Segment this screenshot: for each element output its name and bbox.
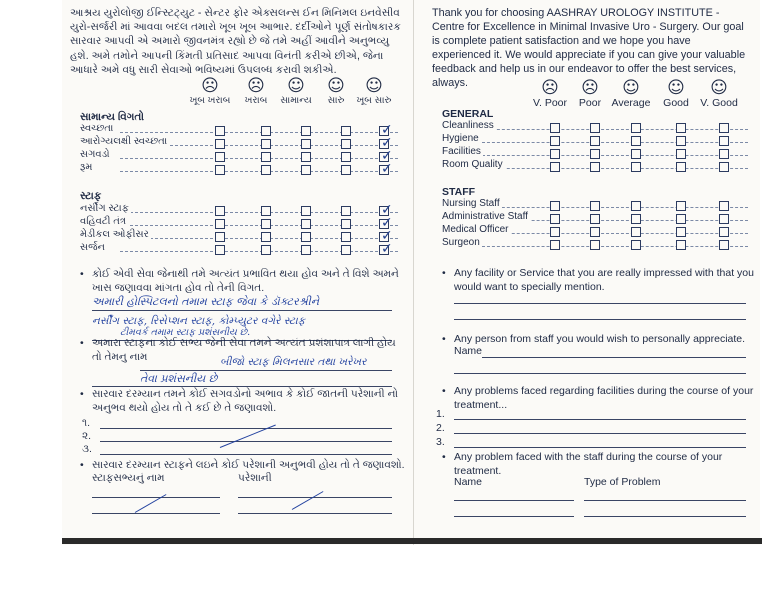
rating-label: V. Poor [532, 97, 568, 109]
row-label: નર્સીંગ સ્ટાફ [80, 203, 129, 214]
rating-label: ખૂબ સારુ [356, 95, 392, 106]
answer-line[interactable] [92, 513, 220, 514]
dotted-leader [482, 207, 748, 208]
english-staff-title: STAFF [442, 186, 476, 198]
sad-face-icon: ☹ [581, 78, 599, 98]
very-good-rating [358, 78, 390, 106]
bullet: • [80, 388, 84, 400]
good-checkbox[interactable] [676, 240, 686, 250]
dotted-leader [120, 171, 398, 172]
gujarati-question-facility-problems [80, 387, 406, 417]
bullet: • [442, 267, 446, 279]
list-number: 1. [436, 408, 445, 420]
rating-label: Average [611, 97, 651, 109]
very-good-checkbox[interactable] [719, 227, 729, 237]
answer-line[interactable] [454, 516, 574, 517]
average-checkbox[interactable] [631, 201, 641, 211]
row-label: Administrative Staff [442, 211, 528, 222]
dotted-leader [482, 246, 748, 247]
poor-checkbox[interactable] [261, 152, 271, 162]
row-label: Facilities [442, 146, 481, 157]
answer-line[interactable] [454, 319, 746, 320]
dotted-leader [120, 158, 398, 159]
very-poor-checkbox[interactable] [215, 139, 225, 149]
poor-checkbox[interactable] [261, 165, 271, 175]
very-poor-checkbox[interactable] [215, 232, 225, 242]
rating-row-surgeon [442, 238, 752, 251]
row-label: સ્વચ્છતા [80, 123, 114, 134]
english-general-title: GENERAL [442, 108, 494, 120]
rating-row-medical-officer [442, 225, 752, 238]
very-good-checkbox[interactable] [719, 149, 729, 159]
average-checkbox[interactable] [301, 126, 311, 136]
very-good-checkbox[interactable] [379, 241, 393, 257]
average-checkbox[interactable] [631, 240, 641, 250]
problem-column-heading: પરેશાની [238, 472, 272, 484]
very-poor-checkbox[interactable] [550, 136, 560, 146]
row-label: Medical Officer [442, 224, 509, 235]
gujarati-staff-title: સ્ટાફ [80, 190, 102, 202]
very-good-checkbox[interactable] [379, 161, 393, 177]
pen-strike-mark [292, 491, 324, 510]
dotted-leader [120, 251, 398, 252]
average-checkbox[interactable] [301, 165, 311, 175]
check-icon: ✓ [381, 148, 393, 164]
rating-row-room-quality [442, 160, 752, 173]
average-checkbox[interactable] [301, 152, 311, 162]
neutral-face-icon: ☺ [287, 76, 305, 96]
row-label: મેડીકલ ઓફીસર [80, 229, 149, 240]
english-question-appreciate [442, 332, 754, 348]
rating-label: Poor [578, 97, 602, 109]
handwritten-answer: ટીમવર્ક તમામ સ્ટાફ પ્રશંસનીય છે. [120, 327, 251, 338]
question-text: અમારા સ્ટાફના કોઈ સભ્ય જેની સેવા તમને અત્યંત પ્રશંશાપાત્ર લાગી હોય તો તેમનુ નામ [92, 337, 396, 363]
row-label: વહિવટી તંત્ર [80, 216, 127, 227]
very-good-checkbox[interactable] [719, 214, 729, 224]
poor-checkbox[interactable] [590, 136, 600, 146]
very-poor-rating [189, 76, 231, 106]
average-checkbox[interactable] [301, 245, 311, 255]
row-label: Surgeon [442, 237, 480, 248]
row-label: સગવડો [80, 149, 110, 160]
row-label: રૂમ [80, 162, 93, 173]
row-label: સર્જન [80, 242, 106, 253]
bullet: • [442, 385, 446, 397]
question-text: સારવાર દરમ્યાન સ્ટાફને લઇને કોઈ પરેશાની અનુભવી હોય તો તે જણાવશો. [92, 459, 405, 471]
very-good-rating [700, 78, 738, 109]
rating-row-nursing [80, 204, 402, 217]
rating-row-cleanliness [442, 121, 752, 134]
poor-checkbox[interactable] [590, 227, 600, 237]
rating-row-medical-officer [80, 230, 402, 243]
gujarati-feedback-page [70, 0, 406, 540]
check-icon: ✓ [381, 215, 393, 231]
list-number: ૨. [82, 430, 92, 442]
rating-row-hygiene [442, 134, 752, 147]
rating-label: સામાન્ય [280, 95, 312, 106]
answer-line[interactable] [92, 497, 220, 498]
very-poor-checkbox[interactable] [550, 162, 560, 172]
good-checkbox[interactable] [676, 214, 686, 224]
gujarati-question-impressed [80, 267, 406, 297]
good-checkbox[interactable] [676, 123, 686, 133]
appreciate-name-label: Name [454, 345, 483, 357]
very-poor-checkbox[interactable] [550, 227, 560, 237]
poor-checkbox[interactable] [590, 123, 600, 133]
very-poor-checkbox[interactable] [550, 214, 560, 224]
good-checkbox[interactable] [341, 165, 351, 175]
good-checkbox[interactable] [341, 139, 351, 149]
rating-label: Good [663, 97, 689, 109]
average-rating [611, 78, 651, 109]
very-good-checkbox[interactable] [719, 123, 729, 133]
handwritten-answer: નર્સીંગ સ્ટાફ, રિસેપ્શન સ્ટાફ, કોમ્પ્યુટર વગેરે સ્ટાફ [92, 315, 306, 327]
very-poor-checkbox[interactable] [550, 149, 560, 159]
good-checkbox[interactable] [341, 126, 351, 136]
good-checkbox[interactable] [341, 232, 351, 242]
rating-row-facilities [80, 150, 402, 163]
very-good-checkbox[interactable] [719, 201, 729, 211]
average-checkbox[interactable] [631, 136, 641, 146]
very-poor-checkbox[interactable] [215, 219, 225, 229]
rating-row-room [80, 163, 402, 176]
average-checkbox[interactable] [301, 206, 311, 216]
handwritten-answer: તેવા પ્રશંસનીય છે [140, 372, 218, 385]
question-text: Any problem faced with the staff during the course of your treatment. [454, 451, 723, 477]
poor-checkbox[interactable] [590, 214, 600, 224]
answer-line[interactable] [482, 357, 746, 358]
rating-label: સારુ [327, 95, 345, 106]
good-checkbox[interactable] [341, 219, 351, 229]
bullet: • [80, 268, 84, 280]
very-good-checkbox[interactable] [719, 136, 729, 146]
answer-line[interactable] [454, 419, 746, 420]
poor-checkbox[interactable] [261, 245, 271, 255]
answer-line[interactable] [100, 454, 392, 455]
bullet: • [80, 459, 84, 471]
dotted-leader [120, 132, 398, 133]
rating-row-surgeon [80, 243, 402, 256]
english-intro-text: Thank you for choosing AASHRAY UROLOGY INSTITUTE - Centre for Excellence in Minimal Invasive Uro - Surgery. Our goal is complete patient satisfaction and we hope you have experienced it. We would appreciate if you can give your valuable feedback and help us in our endeavor to offer the best services, always. [432, 7, 746, 89]
good-rating [660, 80, 692, 109]
page-fold [413, 0, 414, 545]
poor-checkbox[interactable] [261, 206, 271, 216]
poor-checkbox[interactable] [261, 126, 271, 136]
very-poor-checkbox[interactable] [215, 206, 225, 216]
very-poor-checkbox[interactable] [550, 201, 560, 211]
rating-label: ખરાબ [244, 95, 268, 106]
very-sad-face-icon: ☹ [201, 76, 219, 96]
dotted-leader [120, 212, 398, 213]
answer-line[interactable] [584, 516, 746, 517]
row-label: Hygiene [442, 133, 479, 144]
good-checkbox[interactable] [676, 136, 686, 146]
dotted-leader [120, 225, 398, 226]
very-good-checkbox[interactable] [719, 162, 729, 172]
smile-face-icon: ☺ [327, 76, 345, 96]
answer-line[interactable] [454, 447, 746, 448]
list-number: ૧. [82, 417, 91, 429]
happy-face-icon: ☺ [710, 78, 728, 98]
handwritten-answer: બીજો સ્ટાફ મિલનસાર તથા ખરેખર [220, 356, 367, 368]
dotted-leader [120, 238, 398, 239]
list-number: 2. [436, 422, 445, 434]
question-text: કોઈ એવી સેવા જેનાથી તમે અત્યંત પ્રભાવિત થયા હોવ અને તે વિશે અમને ખાસ જણાવવા માંગતા હોવ તો તેની વિગત. [92, 268, 399, 294]
check-icon: ✓ [381, 202, 393, 218]
answer-line[interactable] [238, 497, 392, 498]
gujarati-general-title: સામાન્ય વિગતો [80, 111, 145, 123]
good-checkbox[interactable] [676, 162, 686, 172]
good-checkbox[interactable] [676, 227, 686, 237]
english-feedback-page [432, 0, 752, 540]
answer-line[interactable] [454, 500, 574, 501]
row-label: Room Quality [442, 159, 503, 170]
good-checkbox[interactable] [676, 149, 686, 159]
average-checkbox[interactable] [301, 232, 311, 242]
row-label: Nursing Staff [442, 198, 500, 209]
average-checkbox[interactable] [631, 149, 641, 159]
bullet: • [442, 333, 446, 345]
neutral-face-icon: ☺ [622, 78, 640, 98]
answer-line[interactable] [140, 370, 392, 371]
poor-checkbox[interactable] [590, 162, 600, 172]
good-checkbox[interactable] [341, 206, 351, 216]
happy-face-icon: ☺ [365, 76, 383, 96]
answer-line[interactable] [100, 428, 392, 429]
average-checkbox[interactable] [631, 227, 641, 237]
bullet: • [442, 451, 446, 463]
very-poor-checkbox[interactable] [215, 152, 225, 162]
very-poor-checkbox[interactable] [215, 245, 225, 255]
dotted-leader [482, 142, 748, 143]
gujarati-intro-text: આશ્રય યુરોલોજી ઈન્સ્ટિટ્યુટ - સેન્ટર ફોર એક્સલન્સ ઈન મિનિમલ ઇનવેસીવ યુરો-સર્જરી માં આવવા બદલ તમારો ખૂબ ખૂબ આભાર. દર્દીઓને પૂર્ણ સંતોષકારક સારવાર આપવી એ અમારો જીવનમંત્ર રહ્યો છે જે તમે અહીં આવીને અનુભવ્યુ હશે. અમે તમોને આપની કિંમતી પ્રતિસાદ આપવા વિનંતી કરીએ છીએ, જેના આધારે અમે વધુ સારી સેવાઓ ભવિષ્યમાં ઉપલબ્ધ કરાવી શકીએ. [70, 7, 401, 76]
handwritten-answer: અમારી હોસ્પિટલનો તમામ સ્ટાફ જેવા કે ડૉક્ટરશ્રીને [92, 295, 320, 308]
good-checkbox[interactable] [676, 201, 686, 211]
question-text: સારવાર દરમ્યાન તમને કોઈ સગવડોનો અભાવ કે કોઈ જાતની પરેશાની નો અનુભવ થયો હોય તો તે કઈ છે તે જણાવશો. [92, 388, 399, 414]
average-checkbox[interactable] [631, 162, 641, 172]
question-text: Any person from staff you would wish to personally appreciate. [454, 333, 746, 345]
answer-line[interactable] [584, 500, 746, 501]
poor-checkbox[interactable] [261, 219, 271, 229]
dotted-leader [482, 168, 748, 169]
dotted-leader [482, 155, 748, 156]
check-icon: ✓ [381, 161, 393, 177]
check-icon: ✓ [381, 241, 393, 257]
very-poor-checkbox[interactable] [550, 240, 560, 250]
list-number: ૩. [82, 443, 92, 455]
average-checkbox[interactable] [631, 214, 641, 224]
answer-line[interactable] [454, 303, 746, 304]
rating-label: V. Good [700, 97, 738, 109]
very-good-checkbox[interactable] [719, 240, 729, 250]
rating-label: ખૂબ ખરાબ [189, 95, 231, 106]
very-poor-checkbox[interactable] [550, 123, 560, 133]
poor-checkbox[interactable] [261, 139, 271, 149]
question-text: Any problems faced regarding facilities during the course of your treatment... [454, 385, 754, 411]
average-checkbox[interactable] [301, 139, 311, 149]
dotted-leader [482, 233, 748, 234]
sad-face-icon: ☹ [247, 76, 265, 96]
problem-type-column-heading: Type of Problem [584, 476, 661, 488]
dotted-leader [482, 129, 748, 130]
poor-checkbox[interactable] [261, 232, 271, 242]
average-checkbox[interactable] [301, 219, 311, 229]
question-text: Any facility or Service that you are really impressed with that you would want to specially mention. [454, 267, 754, 293]
row-label: આરોગ્યલક્ષી સ્વચ્છતા [80, 136, 168, 147]
poor-checkbox[interactable] [590, 240, 600, 250]
very-poor-checkbox[interactable] [215, 165, 225, 175]
poor-checkbox[interactable] [590, 201, 600, 211]
smile-face-icon: ☺ [667, 78, 685, 98]
answer-line[interactable] [92, 310, 392, 311]
staff-name-column-heading: Name [454, 476, 483, 488]
english-question-facility-problems [442, 384, 754, 414]
very-sad-face-icon: ☹ [541, 78, 559, 98]
answer-line[interactable] [238, 513, 392, 514]
list-number: 3. [436, 436, 445, 448]
rating-row-hygiene [80, 137, 402, 150]
good-checkbox[interactable] [341, 245, 351, 255]
staff-name-column-heading: સ્ટાફસભ્યનું નામ [92, 472, 165, 484]
answer-line[interactable] [454, 433, 746, 434]
very-poor-checkbox[interactable] [215, 126, 225, 136]
row-label: Cleanliness [442, 120, 494, 131]
check-icon: ✓ [381, 135, 393, 151]
average-checkbox[interactable] [631, 123, 641, 133]
bullet: • [80, 337, 84, 349]
poor-checkbox[interactable] [590, 149, 600, 159]
answer-line[interactable] [454, 373, 746, 374]
english-question-impressed [442, 266, 754, 296]
answer-line[interactable] [100, 441, 392, 442]
check-icon: ✓ [381, 122, 393, 138]
good-checkbox[interactable] [341, 152, 351, 162]
check-icon: ✓ [381, 228, 393, 244]
